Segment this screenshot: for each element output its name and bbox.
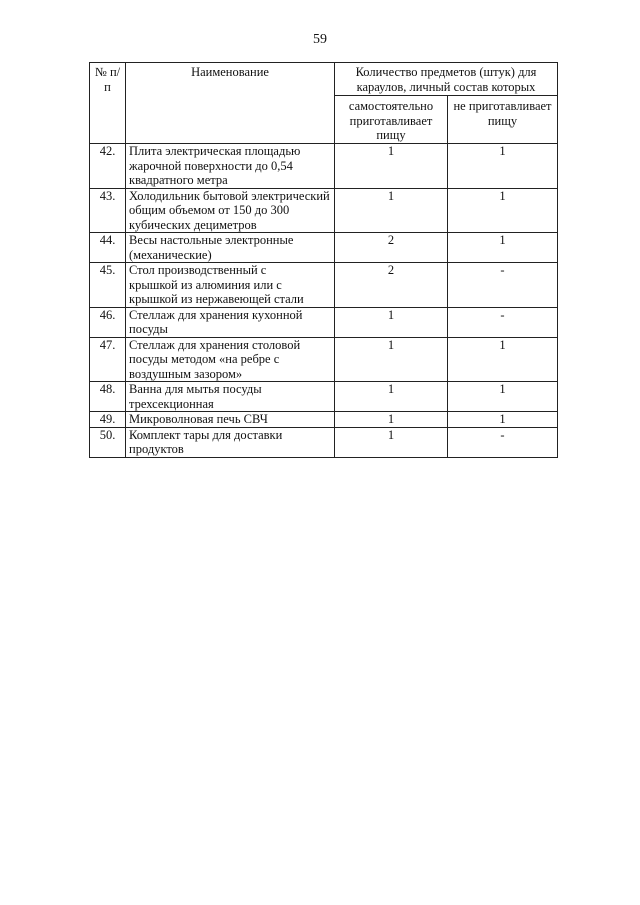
row-name: Стол производственный с крышкой из алюминия или с крышкой из нержавеющей стали [126, 263, 335, 308]
header-not-cooks: не приготавливает пищу [448, 96, 558, 144]
row-qty-cooks-self: 1 [335, 144, 448, 189]
row-qty-not-cooks: - [448, 307, 558, 337]
header-name: Наименование [126, 63, 335, 144]
row-qty-not-cooks: 1 [448, 382, 558, 412]
table-row [90, 144, 558, 189]
table-row [90, 412, 558, 428]
table-row [90, 263, 558, 308]
header-cooks-self: самостоятельно приготавливает пищу [335, 96, 448, 144]
row-name: Ванна для мытья посуды трехсекционная [126, 382, 335, 412]
row-name: Микроволновая печь СВЧ [126, 412, 335, 428]
row-num: 45. [90, 263, 126, 308]
table-row [90, 382, 558, 412]
row-qty-cooks-self: 1 [335, 188, 448, 233]
equipment-table [89, 62, 558, 458]
row-qty-not-cooks: - [448, 427, 558, 457]
row-qty-cooks-self: 1 [335, 307, 448, 337]
table-row [90, 233, 558, 263]
row-num: 49. [90, 412, 126, 428]
row-num: 50. [90, 427, 126, 457]
row-num: 42. [90, 144, 126, 189]
row-qty-not-cooks: 1 [448, 337, 558, 382]
row-num: 43. [90, 188, 126, 233]
row-qty-not-cooks: 1 [448, 233, 558, 263]
row-qty-cooks-self: 1 [335, 382, 448, 412]
table-row [90, 188, 558, 233]
row-name: Стеллаж для хранения столовой посуды методом «на ребре с воздушным зазором» [126, 337, 335, 382]
table-row [90, 427, 558, 457]
row-qty-not-cooks: 1 [448, 412, 558, 428]
page-number: 59 [313, 32, 327, 47]
header-num: № п/п [90, 63, 126, 144]
row-num: 46. [90, 307, 126, 337]
table-row [90, 307, 558, 337]
row-num: 47. [90, 337, 126, 382]
row-name: Стеллаж для хранения кухонной посуды [126, 307, 335, 337]
row-qty-not-cooks: - [448, 263, 558, 308]
table-header-row [90, 63, 558, 96]
row-qty-cooks-self: 1 [335, 427, 448, 457]
row-num: 48. [90, 382, 126, 412]
row-qty-cooks-self: 2 [335, 263, 448, 308]
row-num: 44. [90, 233, 126, 263]
row-qty-cooks-self: 2 [335, 233, 448, 263]
row-qty-not-cooks: 1 [448, 188, 558, 233]
row-qty-not-cooks: 1 [448, 144, 558, 189]
row-qty-cooks-self: 1 [335, 412, 448, 428]
row-qty-cooks-self: 1 [335, 337, 448, 382]
table-row [90, 337, 558, 382]
row-name: Весы настольные электронные (механические) [126, 233, 335, 263]
header-quantity: Количество предметов (штук) для караулов, личный состав которых [335, 63, 558, 96]
row-name: Плита электрическая площадью жарочной поверхности до 0,54 квадратного метра [126, 144, 335, 189]
row-name: Холодильник бытовой электрический общим объемом от 150 до 300 кубических дециметров [126, 188, 335, 233]
row-name: Комплект тары для доставки продуктов [126, 427, 335, 457]
